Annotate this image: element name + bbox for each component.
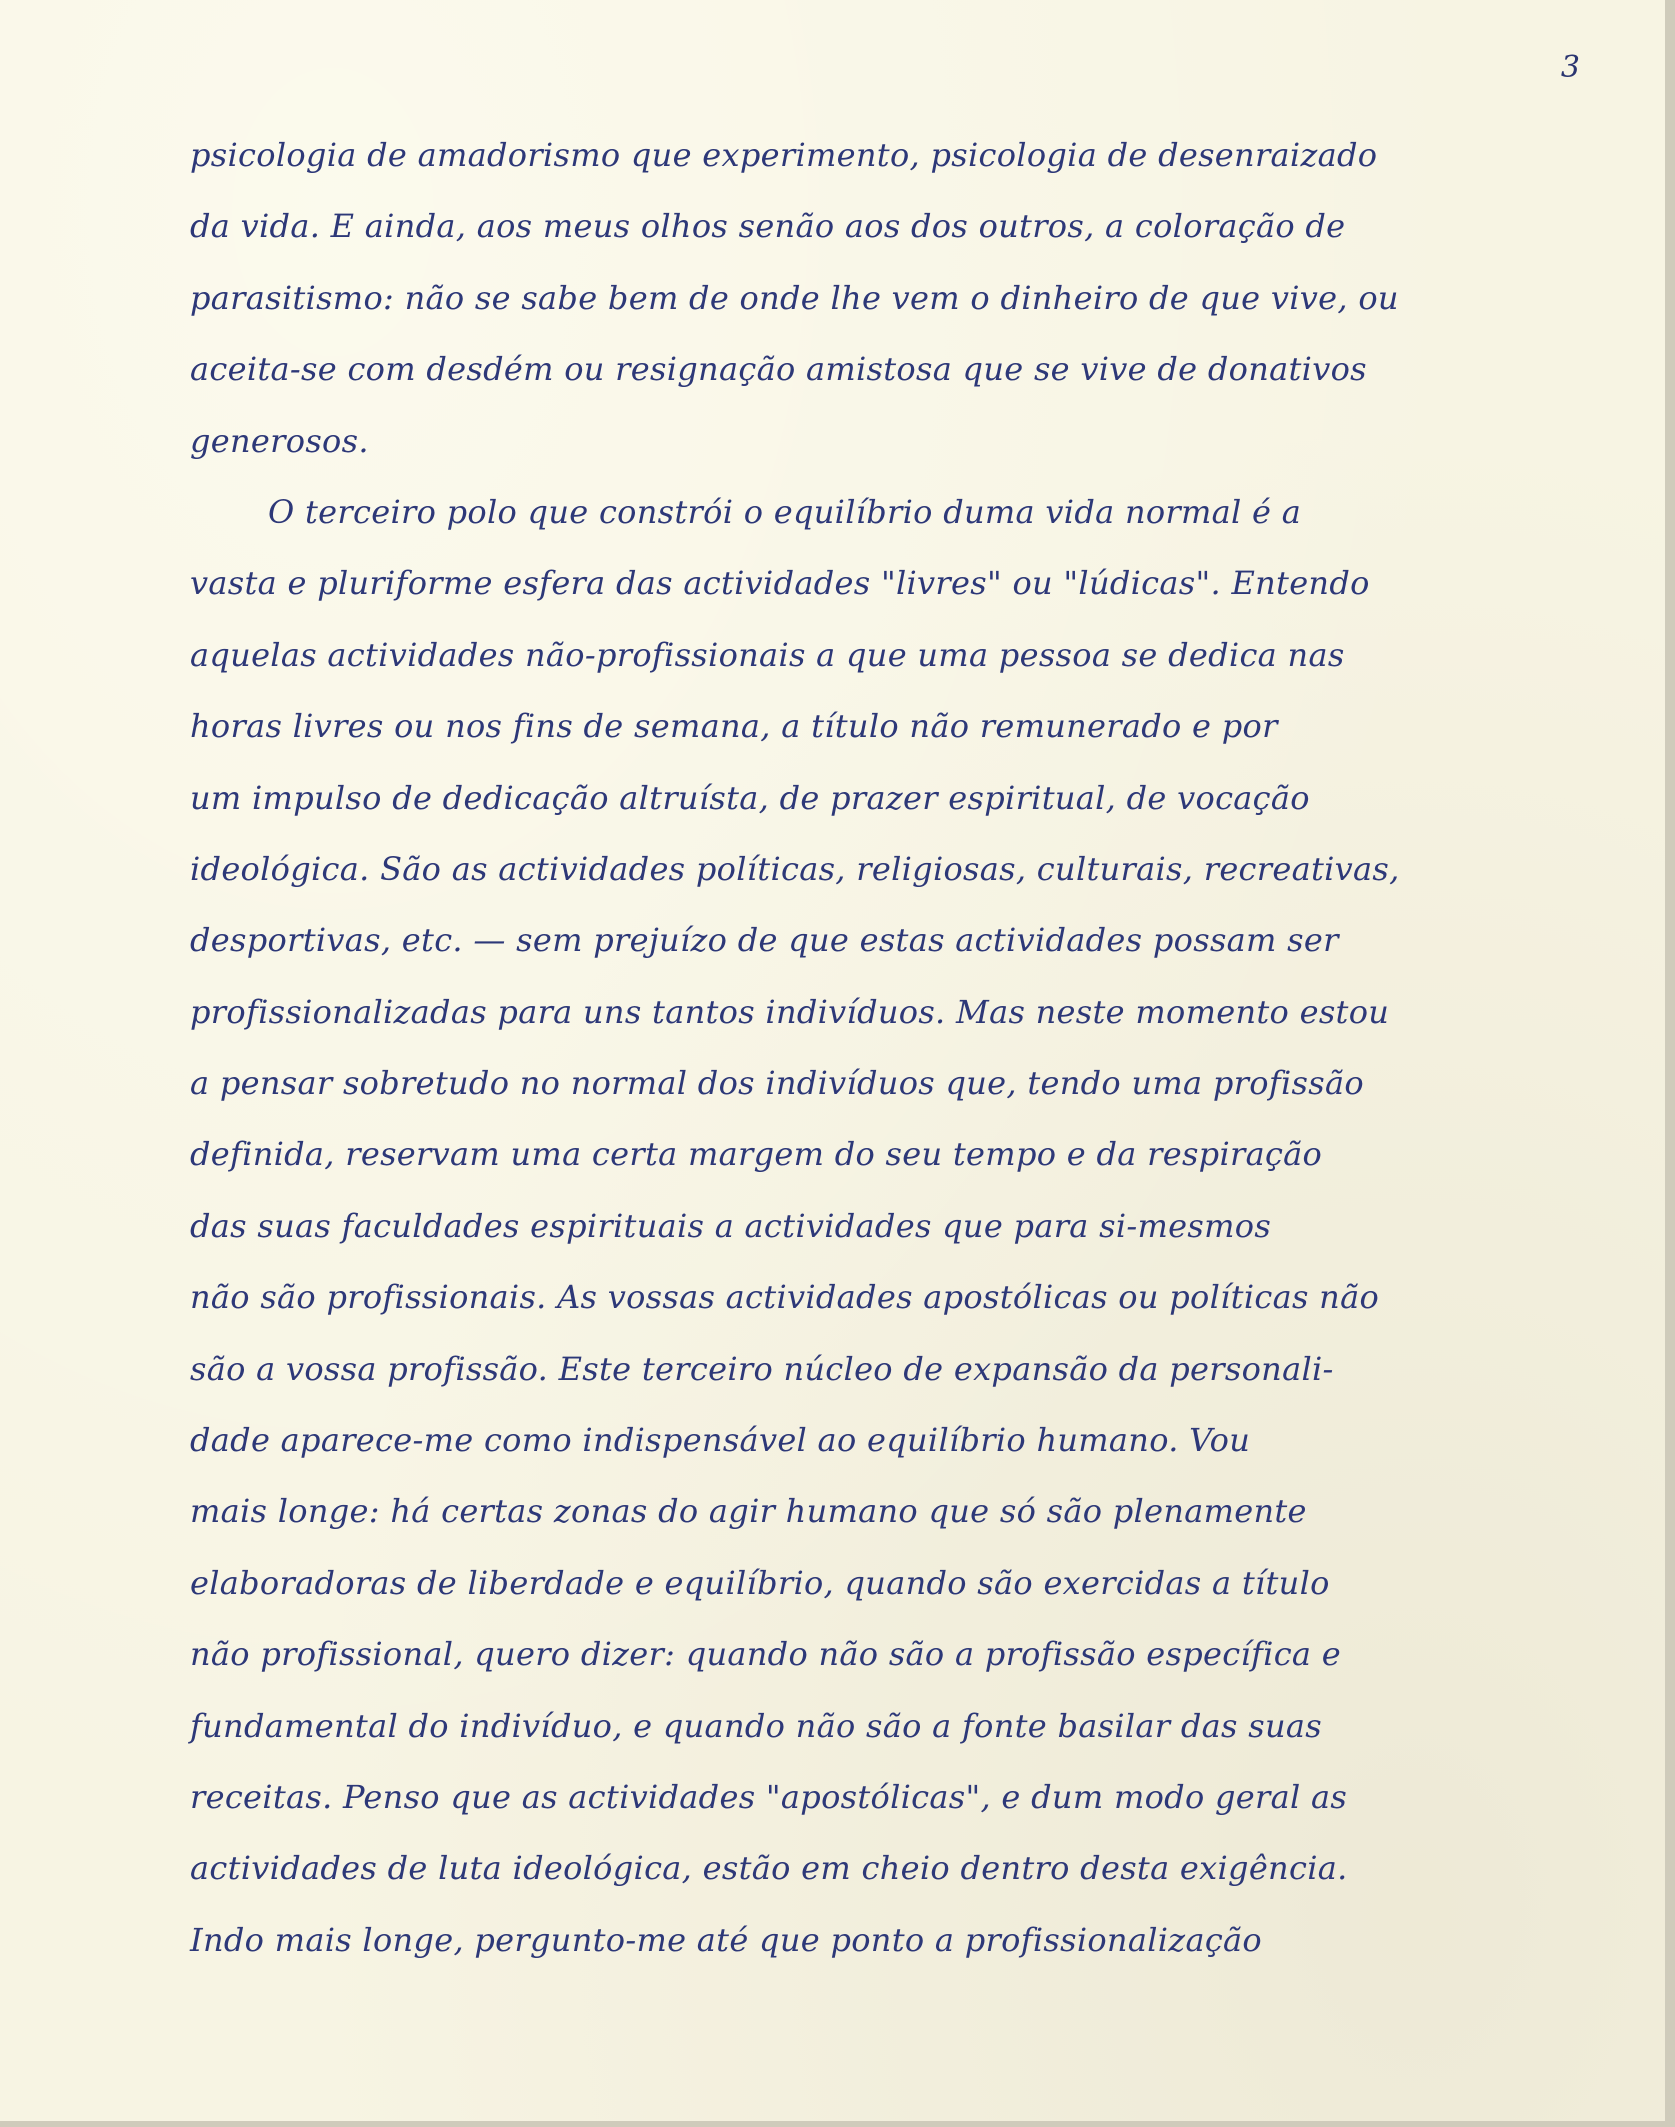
manuscript-line: não profissional, quero dizer: quando não são a profissão específica e xyxy=(190,1635,1342,1674)
manuscript-line: são a vossa profissão. Este terceiro núcleo de expansão da personali- xyxy=(190,1349,1334,1388)
manuscript-line: O terceiro polo que constrói o equilíbrio duma vida normal é a xyxy=(268,492,1302,531)
manuscript-line: definida, reservam uma certa margem do seu tempo e da respiração xyxy=(190,1135,1323,1174)
manuscript-line: generosos. xyxy=(190,421,369,460)
manuscript-line: não são profissionais. As vossas actividades apostólicas ou políticas não xyxy=(190,1278,1380,1317)
manuscript-line: fundamental do indivíduo, e quando não são a fonte basilar das suas xyxy=(190,1706,1322,1745)
manuscript-line: actividades de luta ideológica, estão em cheio dentro desta exigência. xyxy=(190,1849,1348,1888)
manuscript-line: horas livres ou nos fins de semana, a título não remunerado e por xyxy=(190,707,1278,746)
page-number: 3 xyxy=(1560,50,1580,85)
handwritten-text xyxy=(190,120,1580,1976)
manuscript-line: um impulso de dedicação altruísta, de prazer espiritual, de vocação xyxy=(190,778,1310,817)
manuscript-line: aceita-se com desdém ou resignação amistosa que se vive de donativos xyxy=(190,350,1367,389)
manuscript-line: Indo mais longe, pergunto-me até que ponto a profissionalização xyxy=(190,1920,1262,1959)
manuscript-line: mais longe: há certas zonas do agir humano que só são plenamente xyxy=(190,1492,1307,1531)
manuscript-line: desportivas, etc. — sem prejuízo de que estas actividades possam ser xyxy=(190,921,1339,960)
manuscript-line: ideológica. São as actividades políticas, religiosas, culturais, recreativas, xyxy=(190,849,1400,888)
manuscript-line: dade aparece-me como indispensável ao equilíbrio humano. Vou xyxy=(190,1421,1251,1460)
manuscript-line: das suas faculdades espirituais a actividades que para si-mesmos xyxy=(190,1206,1272,1245)
manuscript-line: da vida. E ainda, aos meus olhos senão aos dos outros, a coloração de xyxy=(190,207,1346,246)
manuscript-line: a pensar sobretudo no normal dos indivíduos que, tendo uma profissão xyxy=(190,1064,1364,1103)
manuscript-line: parasitismo: não se sabe bem de onde lhe vem o dinheiro de que vive, ou xyxy=(190,278,1399,317)
manuscript-line: receitas. Penso que as actividades "apostólicas", e dum modo geral as xyxy=(190,1777,1348,1816)
manuscript-line: elaboradoras de liberdade e equilíbrio, quando são exercidas a título xyxy=(190,1563,1330,1602)
manuscript-line: aquelas actividades não-profissionais a que uma pessoa se dedica nas xyxy=(190,635,1345,674)
manuscript-line: vasta e pluriforme esfera das actividades "livres" ou "lúdicas". Entendo xyxy=(190,564,1370,603)
manuscript-line: psicologia de amadorismo que experimento, psicologia de desenraizado xyxy=(190,136,1378,174)
manuscript-line: profissionalizadas para uns tantos indivíduos. Mas neste momento estou xyxy=(190,992,1390,1031)
